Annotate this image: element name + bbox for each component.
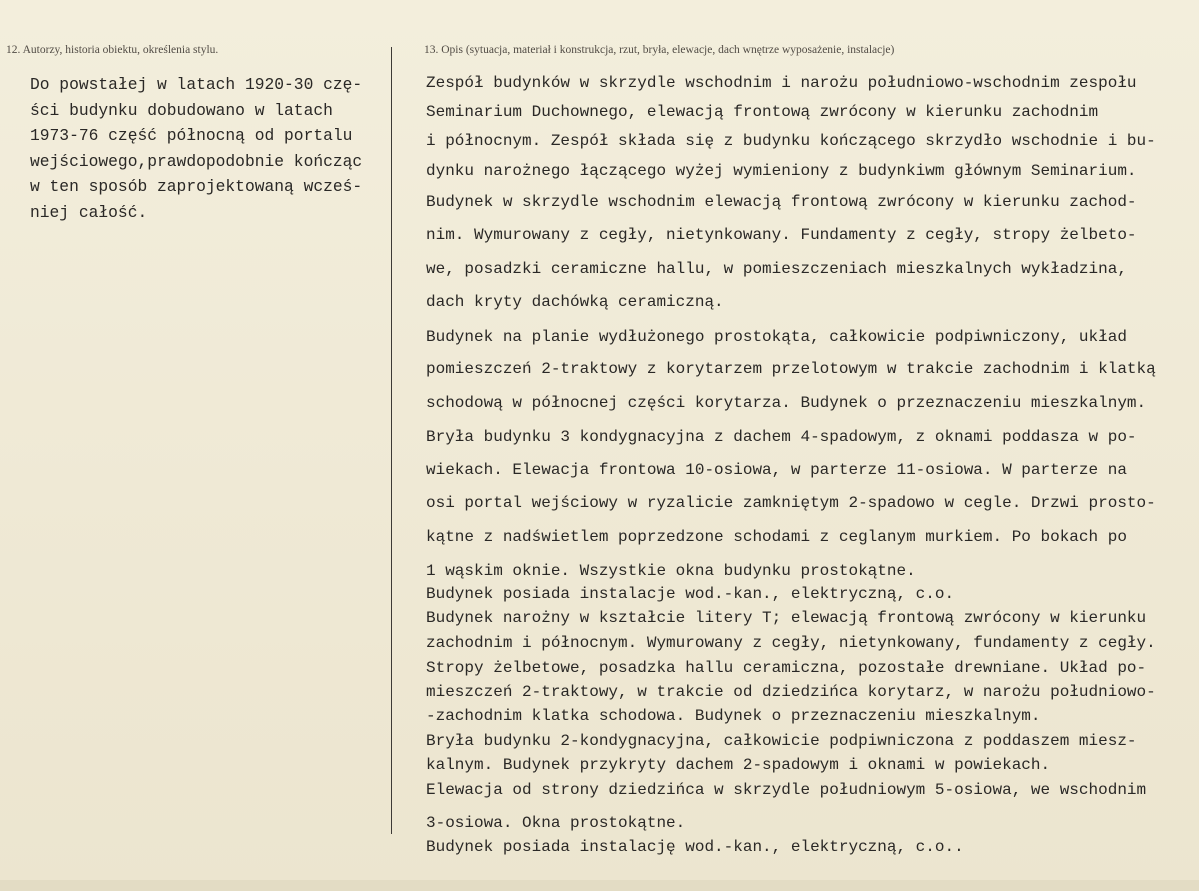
section-13-line: schodową w północnej części korytarza. Budynek o przeznaczeniu mieszkalnym. <box>426 394 1147 412</box>
section-12-line: wejściowego,prawdopodobnie kończąc <box>30 152 363 171</box>
section-13-line: Budynek na planie wydłużonego prostokąta, całkowicie podpiwniczony, układ <box>426 328 1127 346</box>
section-13-line: dynku narożnego łączącego wyżej wymieniony z budynkiwm głównym Seminarium. <box>426 162 1137 180</box>
section-13-line: dach kryty dachówką ceramiczną. <box>426 293 724 311</box>
section-13-line: i północnym. Zespół składa się z budynku kończącego skrzydło wschodnie i bu- <box>426 132 1156 150</box>
section-13-header: 13. Opis (sytuacja, materiał i konstrukcja, rzut, bryła, elewacje, dach wnętrze wyposażenie, instalacje) <box>424 44 895 56</box>
section-12-line: ści budynku dobudowano w latach <box>30 101 333 120</box>
section-13-line: Elewacja od strony dziedzińca w skrzydle południowym 5-osiowa, we wschodnim <box>426 781 1147 799</box>
section-12-header: 12. Autorzy, historia obiektu, określenia stylu. <box>6 44 219 56</box>
section-12-line: w ten sposób zaprojektowaną wcześ- <box>30 177 363 196</box>
section-13-line: we, posadzki ceramiczne hallu, w pomieszczeniach mieszkalnych wykładzina, <box>426 260 1127 278</box>
section-13-line: nim. Wymurowany z cegły, nietynkowany. Fundamenty z cegły, stropy żelbeto- <box>426 226 1137 244</box>
section-13-line: Stropy żelbetowe, posadzka hallu ceramiczna, pozostałe drewniane. Układ po- <box>426 659 1147 677</box>
section-12-line: 1973-76 część północną od portalu <box>30 126 353 145</box>
section-13-line: -zachodnim klatka schodowa. Budynek o przeznaczeniu mieszkalnym. <box>426 707 1041 725</box>
section-12-line: niej całość. <box>30 203 148 222</box>
section-13-line: Bryła budynku 2-kondygnacyjna, całkowicie podpiwniczona z poddaszem miesz- <box>426 732 1137 750</box>
section-13-line: Bryła budynku 3 kondygnacyjna z dachem 4-spadowym, z oknami poddasza w po- <box>426 428 1137 446</box>
section-13-line: mieszczeń 2-traktowy, w trakcie od dziedzińca korytarz, w narożu południowo- <box>426 683 1156 701</box>
section-13-text <box>426 0 1186 891</box>
page-bottom-edge <box>0 880 1199 891</box>
section-13-line: Seminarium Duchownego, elewacją frontową zwrócony w kierunku zachodnim <box>426 103 1099 121</box>
section-13-line: zachodnim i północnym. Wymurowany z cegły, nietynkowany, fundamenty z cegły. <box>426 634 1156 652</box>
section-13-line: kalnym. Budynek przykryty dachem 2-spadowym i oknami w powiekach. <box>426 756 1051 774</box>
section-13-line: Budynek narożny w kształcie litery T; elewacją frontową zwrócony w kierunku <box>426 609 1147 627</box>
section-13-line: Budynek w skrzydle wschodnim elewacją frontową zwrócony w kierunku zachod- <box>426 193 1137 211</box>
section-13-line: 1 wąskim oknie. Wszystkie okna budynku prostokątne. <box>426 562 916 580</box>
section-12-line: Do powstałej w latach 1920-30 czę- <box>30 75 363 94</box>
column-divider <box>391 47 392 834</box>
section-13-line: osi portal wejściowy w ryzalicie zamkniętym 2-spadowo w cegle. Drzwi prosto- <box>426 494 1156 512</box>
section-12-text <box>30 0 388 891</box>
section-13-line: 3-osiowa. Okna prostokątne. <box>426 814 686 832</box>
section-13-line: Zespół budynków w skrzydle wschodnim i narożu południowo-wschodnim zespołu <box>426 74 1137 92</box>
section-13-line: pomieszczeń 2-traktowy z korytarzem przelotowym w trakcie zachodnim i klatką <box>426 360 1156 378</box>
section-13-line: kątne z nadświetlem poprzedzone schodami z ceglanym murkiem. Po bokach po <box>426 528 1127 546</box>
section-13-line: wiekach. Elewacja frontowa 10-osiowa, w parterze 11-osiowa. W parterze na <box>426 461 1127 479</box>
section-13-line: Budynek posiada instalacje wod.-kan., elektryczną, c.o. <box>426 585 955 603</box>
section-13-line: Budynek posiada instalację wod.-kan., elektryczną, c.o.. <box>426 838 964 856</box>
